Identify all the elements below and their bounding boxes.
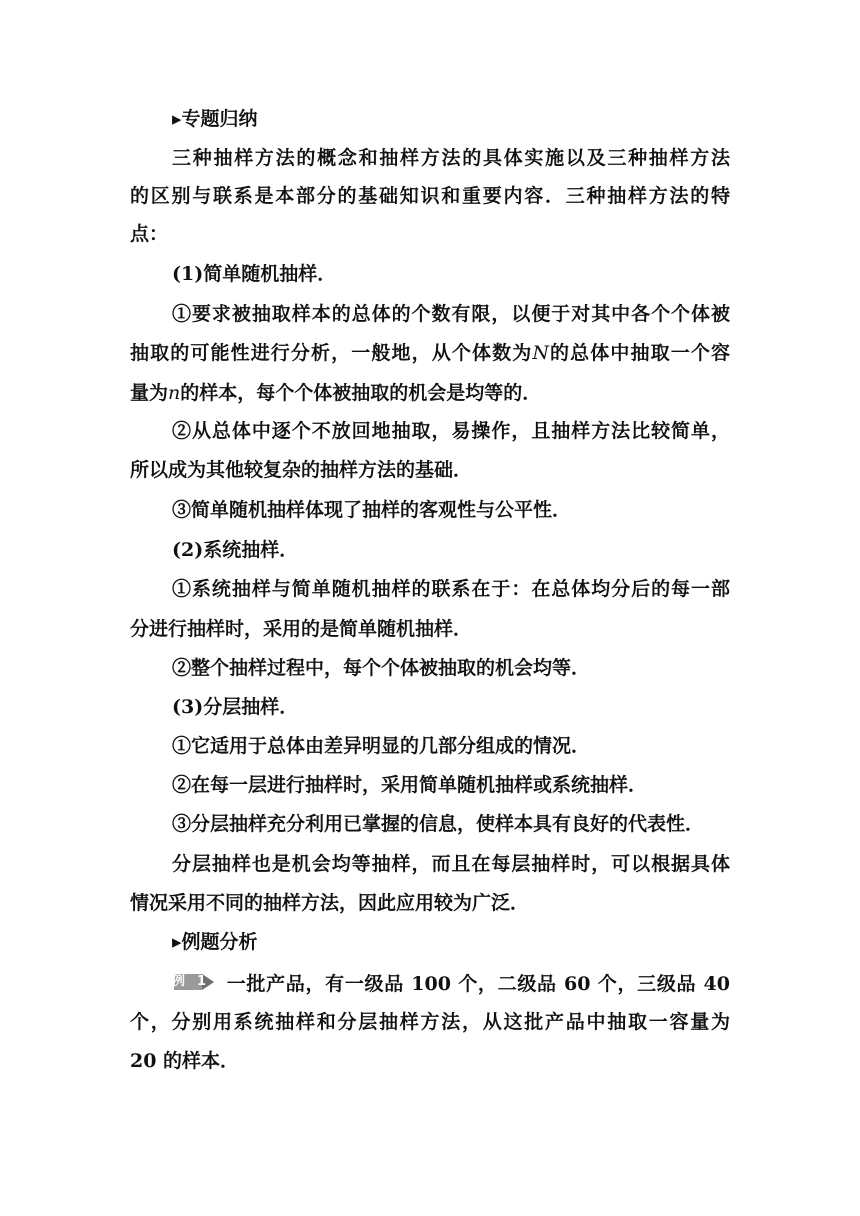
s2-p1-line-2: 分进行抽样时，采用的是简单随机抽样． [130, 618, 473, 640]
closing-line-2: 情况采用不同的抽样方法，因此应用较为广泛． [130, 892, 530, 914]
s1-p1-line-3: 量为n的样本，每个个体被抽取的机会是均等的． [130, 382, 542, 404]
intro-line-3: 点： [130, 223, 169, 245]
s1-p1-line-1: ①要求被抽取样本的总体的个数有限，以便于对其中各个个体被 [172, 303, 730, 325]
section-1-title: (1)简单随机抽样． [172, 263, 337, 285]
section-3-title: (3)分层抽样． [172, 696, 299, 718]
s2-p2: ②整个抽样过程中，每个个体被抽取的机会均等． [172, 657, 591, 679]
s2-p1-line-1: ①系统抽样与简单随机抽样的联系在于：在总体均分后的每一部 [172, 578, 730, 600]
ex1-line-3: 20 的样本． [130, 1050, 240, 1072]
s1-p2-line-1: ②从总体中逐个不放回地抽取，易操作，且抽样方法比较简单， [172, 420, 730, 442]
s1-p3: ③简单随机抽样体现了抽样的客观性与公平性． [172, 499, 572, 521]
s3-p3: ③分层抽样充分利用已掌握的信息，使样本具有良好的代表性． [172, 813, 705, 835]
ex1-line-2: 个，分别用系统抽样和分层抽样方法，从这批产品中抽取一容量为 [130, 1011, 730, 1033]
ex1-line-1: 例1 一批产品，有一级品 100 个，二级品 60 个，三级品 40 [172, 973, 730, 995]
example-badge-label: 例1 [172, 974, 206, 989]
examples-heading: ▸例题分析 [172, 931, 258, 953]
s1-p2-line-2: 所以成为其他较复杂的抽样方法的基础． [130, 459, 473, 481]
closing-line-1: 分层抽样也是机会均等抽样，而且在每层抽样时，可以根据具体 [172, 853, 730, 875]
s3-p2: ②在每一层进行抽样时，采用简单随机抽样或系统抽样． [172, 774, 648, 796]
summary-heading: ▸专题归纳 [172, 108, 258, 130]
example-badge [172, 972, 216, 992]
s3-p1: ①它适用于总体由差异明显的几部分组成的情况． [172, 735, 591, 757]
intro-line-1: 三种抽样方法的概念和抽样方法的具体实施以及三种抽样方法 [172, 147, 730, 169]
s1-p1-line-2: 抽取的可能性进行分析，一般地，从个体数为N的总体中抽取一个容 [130, 342, 730, 364]
section-2-title: (2)系统抽样． [172, 539, 299, 561]
intro-line-2: 的区别与联系是本部分的基础知识和重要内容．三种抽样方法的特 [130, 185, 730, 207]
variable-n: n [168, 382, 181, 404]
variable-N: N [532, 342, 549, 364]
